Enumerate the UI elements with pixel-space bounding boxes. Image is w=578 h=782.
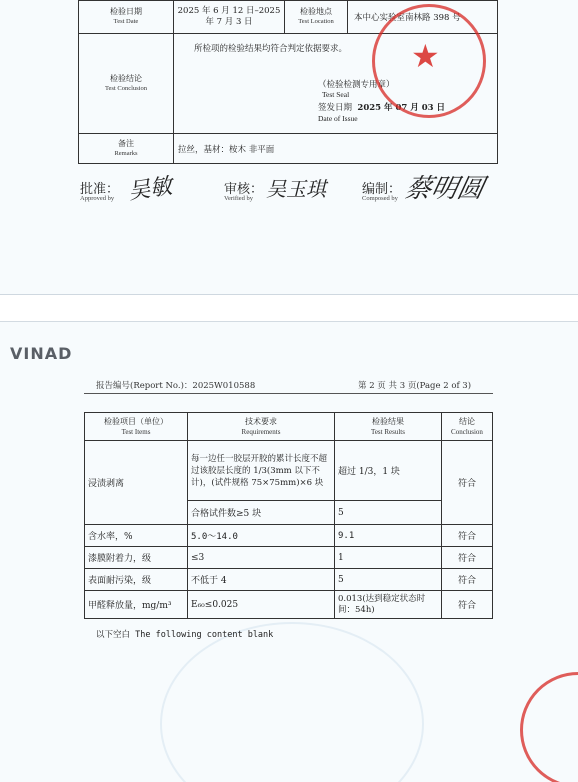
conclusion-label: 检验结论 Test Conclusion (79, 34, 174, 134)
table-row (85, 569, 493, 591)
header-conclusion: 结论 Conclusion (442, 413, 493, 441)
seal-line: （检验检测专用章） (318, 80, 395, 90)
item-cell: 浸渍剥离 (85, 441, 188, 525)
result-cell: 5 (335, 501, 442, 525)
vinad-logo: VINAD (10, 344, 73, 363)
table-row (85, 525, 493, 547)
result-cell: 5 (335, 569, 442, 591)
item-cell: 表面耐污染，级 (85, 569, 188, 591)
result-cell: 超过 1/3，1 块 (335, 441, 442, 501)
composed-signature: 蔡明圆 (402, 174, 487, 204)
report-page-2 (0, 321, 578, 782)
requirement-cell: E₆₀≤0.025 (188, 591, 335, 619)
conclusion-cell: 符合 (442, 547, 493, 569)
result-cell: 0.013(达到稳定状态时间：54h) (335, 591, 442, 619)
requirement-cell: 合格试件数≥5 块 (188, 501, 335, 525)
issue-date: 签发日期 2025 年 07 月 03 日 (318, 103, 446, 113)
conclusion-cell: 符合 (442, 591, 493, 619)
table-row (85, 547, 493, 569)
results-table (84, 412, 493, 619)
watermark-emblem (160, 622, 424, 782)
table-row (85, 591, 493, 619)
test-location-value: 本中心实验室南林路 398 号 (348, 1, 498, 34)
issue-date-en: Date of Issue (318, 114, 358, 123)
requirement-cell: ≤3 (188, 547, 335, 569)
seal-line-en: Test Seal (322, 90, 350, 99)
verified-by: 审核： Verified by (224, 182, 264, 202)
page-gap (0, 295, 578, 321)
remarks-label: 备注 Remarks (79, 134, 174, 164)
requirement-cell: 每一边任一胶层开胶的累计长度不超过该胶层长度的 1/3(3mm 以下不计)，(试件规格 75×75mm)×6 块 (188, 441, 335, 501)
header-test-results: 检验结果 Test Results (335, 413, 442, 441)
header-divider (84, 393, 493, 394)
approved-by: 批准： Approved by (80, 182, 120, 202)
item-cell: 甲醛释放量，mg/m³ (85, 591, 188, 619)
result-cell: 1 (335, 547, 442, 569)
approved-signature: 吴敏 (126, 174, 174, 205)
table-row (85, 441, 493, 501)
conclusion-text: 所检项的检验结果均符合判定依据要求。 (194, 44, 348, 54)
blank-note: 以下空白 The following content blank (96, 630, 274, 640)
conclusion-cell: 符合 (442, 525, 493, 547)
verified-signature: 吴玉琪 (266, 177, 326, 201)
test-date-value: 2025 年 6 月 12 日–2025 年 7 月 3 日 (174, 1, 285, 34)
item-cell: 含水率，% (85, 525, 188, 547)
requirement-cell: 5.0～14.0 (188, 525, 335, 547)
requirement-cell: 不低于 4 (188, 569, 335, 591)
remarks-value: 拉丝，基材：桉木 非平面 (174, 134, 498, 164)
page-info: 第 2 页 共 3 页(Page 2 of 3) (358, 381, 472, 391)
table-header-row (85, 413, 493, 441)
item-cell: 漆膜附着力，级 (85, 547, 188, 569)
result-cell: 9.1 (335, 525, 442, 547)
report-number: 报告编号(Report No.)：2025W010588 (96, 381, 256, 391)
conclusion-cell: 符合 (442, 441, 493, 525)
test-location-label: 检验地点 Test Location (285, 1, 348, 34)
header-requirements: 技术要求 Requirements (188, 413, 335, 441)
edge-seal-stamp (520, 672, 578, 782)
report-page-1 (0, 0, 578, 295)
conclusion-cell: 符合 (442, 569, 493, 591)
official-seal-stamp: ★ (372, 4, 486, 118)
header-test-items: 检验项目（单位） Test Items (85, 413, 188, 441)
composed-by: 编制： Composed by (362, 182, 402, 202)
test-date-label: 检验日期 Test Date (79, 1, 174, 34)
